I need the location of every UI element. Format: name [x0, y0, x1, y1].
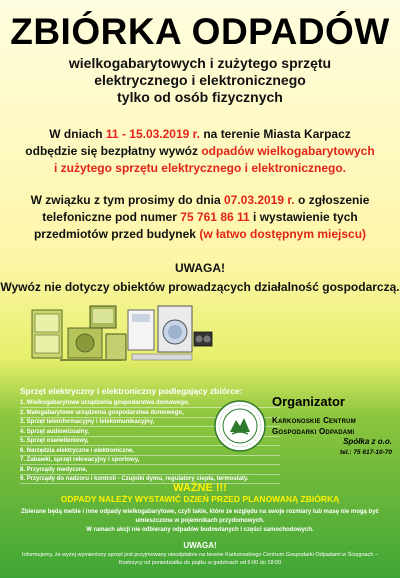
announcement-line: [20, 226, 380, 243]
text-fragment: przedmiotów przed budynek: [33, 227, 200, 241]
equipment-list-heading: Sprzęt elektryczny i elektroniczny podlegający zbiórce:: [20, 386, 243, 396]
list-item: 8. Przyrządy medyczne,: [14, 466, 274, 476]
organizer-name-line: Karkonoskie Centrum: [272, 416, 356, 425]
text-fragment: i wystawienie tych: [249, 210, 358, 224]
list-item: 6. Narzędzia elektryczne i elektroniczne,: [14, 447, 274, 457]
organizer-name-line: Gospodarki Odpadami: [272, 427, 355, 436]
list-item: 3. Sprzęt teleinformacyjny i telekomunikacyjny,: [14, 418, 274, 428]
list-item: 7. Zabawki, sprzęt rekreacyjny i sportowy,: [14, 456, 274, 466]
poster-title: ZBIÓRKA ODPADÓW: [10, 11, 390, 52]
collection-dates: 11 - 15.03.2019 r.: [105, 127, 201, 141]
text-fragment: W dniach: [49, 127, 106, 141]
important-heading: WAŻNE !!!: [173, 482, 227, 494]
announcement-line: [20, 126, 380, 143]
exclusion-note: W ramach akcji nie odbierany odpadów budowlanych i części samochodowych.: [86, 527, 314, 533]
phone-number: 75 761 86 11: [180, 210, 250, 224]
announcement-line: [20, 209, 380, 226]
electronics-illustration: [124, 300, 214, 370]
text-fragment: o zgłoszenie: [294, 193, 370, 207]
organizer-phone: tel.: 75 617-10-70: [339, 449, 392, 456]
list-item: 4. Sprzęt audiowizualny,: [14, 428, 274, 438]
list-item: 2. Małogabarytowe urządzenia gospodarstwa domowego,: [14, 409, 274, 419]
subtitle-line: wielkogabarytowych i zużytego sprzętu: [68, 55, 332, 71]
list-item: 5. Sprzęt oświetleniowy,: [14, 437, 274, 447]
poster-subtitle: [0, 55, 400, 106]
subtitle-line: tylko od osób fizycznych: [117, 89, 283, 105]
collection-note: Zbierane będą meble i inne odpady wielkogabarytowe, czyli takie, które ze względu na swoje rozmiary lub masę nie mogą być umieszczone w pojemnikach przydomowych.: [21, 509, 379, 524]
announcement-block-2: [20, 192, 380, 243]
organizer-name: [272, 415, 396, 437]
deadline-date: 07.03.2019 r.: [223, 193, 295, 207]
announcement-line: [20, 192, 380, 209]
highlight-text: odpadów wielkogabarytowych: [201, 144, 375, 158]
furniture-waste-illustration: [30, 300, 130, 370]
organizer-company-type: Spółka z o.o.: [343, 437, 392, 446]
text-fragment: W związku z tym prosimy do dnia: [30, 193, 224, 207]
announcement-line: [20, 143, 380, 160]
text-fragment: na terenie Miasta Karpacz: [200, 127, 351, 141]
organizer-logo: [214, 400, 266, 452]
highlight-text: i zużytego sprzętu elektrycznego i elektronicznego.: [53, 161, 347, 175]
notice-text: Wywóz nie dotyczy obiektów prowadzących działalność gospodarczą.: [0, 280, 400, 294]
subtitle-line: elektrycznego i elektronicznego: [94, 72, 306, 88]
list-item: 9. Przyrządy do nadzoru i kontroli - Czujniki dymu, regulatory ciepła, termostaty.: [14, 475, 274, 485]
organizer-heading: Organizator: [272, 394, 345, 409]
footer-heading: UWAGA!: [183, 541, 217, 550]
important-text: ODPADY NALEŻY WYSTAWIĆ DZIEŃ PRZED PLANOWANĄ ZBIÓRKĄ: [60, 494, 340, 504]
organizer-block: [268, 394, 396, 456]
announcement-block-1: [20, 126, 380, 177]
highlight-text: (w łatwo dostępnym miejscu): [199, 227, 367, 241]
list-item: 1. Wielkogabarytowe urządzenia gospodarstwa domowego,: [14, 399, 274, 409]
text-fragment: odbędzie się bezpłatny wywóz: [25, 144, 202, 158]
footer-text: Informujemy, że wyżej wymieniony sprzęt jest przyjmowany nieodpłatnie na terenie Karkonoskiego Centrum Gospodarki Odpadami w Ścięgnach – Kostrzycy od poniedziałku do piątku w godzinach od 6:00 do 18:00: [21, 552, 379, 566]
notice-heading: UWAGA!: [175, 261, 225, 275]
text-fragment: telefoniczne pod numer: [42, 210, 181, 224]
announcement-line: [20, 160, 380, 177]
